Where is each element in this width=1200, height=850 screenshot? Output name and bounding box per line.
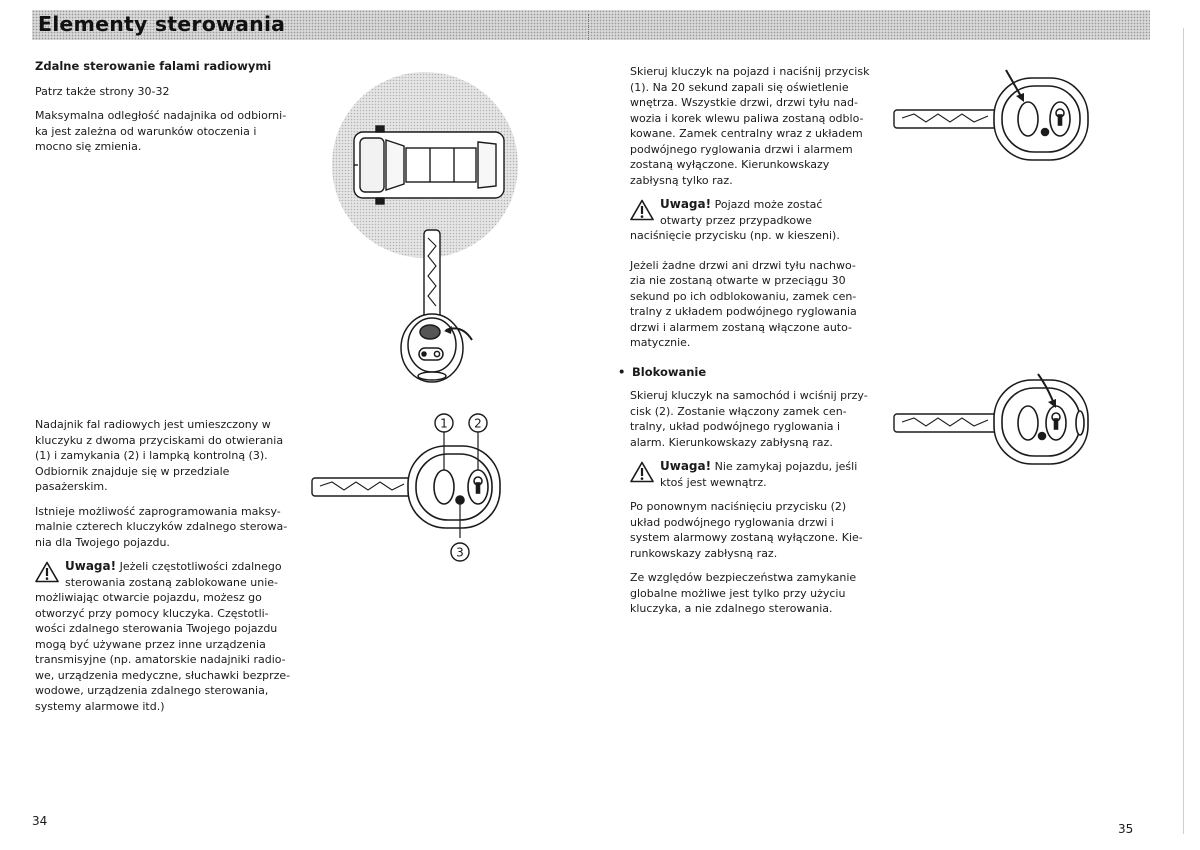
indicator-lamp (456, 496, 464, 504)
callout-2 (469, 414, 487, 432)
remote-key-icon (401, 314, 463, 382)
unlock-button (1018, 102, 1038, 136)
remote-key-icon (994, 78, 1088, 160)
warning-block: Uwaga! Jeżeli częstotliwości zdalnego sterowania zostaną zablokowane unie- możliwiając otwarcie pojazdu, możesz go otworzyć przy pomocy kluczyka. Częstotli- wości zdalnego sterowania Twojego pojazdu mogą być używane przez inne urządzenia transmisyjne (np. amatorskie nadajniki radio- we, urządzenia medyczne, słuchawki bezprze- wodowe, urządzenia zdalnego sterowania, systemy alarmowe itd.) (35, 559, 291, 713)
warning-text: Nie zamykaj pojazdu, jeśli (714, 460, 858, 473)
unlock-button (420, 325, 440, 339)
warning-block: Uwaga! Nie zamykaj pojazdu, jeśli ktoś jest wewnątrz. (630, 459, 875, 490)
page-number-right: 35 (1118, 822, 1134, 836)
chapter-title: Elementy sterowania (38, 12, 286, 36)
key-blade (420, 230, 444, 326)
unlock-button (1018, 406, 1038, 440)
page-gutter-mark (588, 14, 590, 40)
car-top-view-icon (354, 126, 504, 204)
callout-3 (451, 543, 469, 561)
page-edge-rule (1183, 28, 1185, 834)
see-also-text: Patrz także strony 30-32 (35, 84, 170, 98)
key-blade (312, 478, 414, 496)
warning-triangle-icon (630, 461, 654, 483)
security-paragraph: Ze względów bezpieczeństwa zamykanie globalne możliwe jest tylko przy użyciu kluczyka, a nie zdalnego sterowania. (630, 571, 857, 615)
transmitter-paragraph: Nadajnik fal radiowych jest umieszczony w kluczyku z dwoma przyciskami do otwierania (1) i zamykania (2) i lampką kontrolną (3). Odbiornik znajduje się w przedziale pasażerskim. (35, 418, 284, 493)
warning-label: Uwaga! (660, 459, 712, 473)
svg-text:1: 1 (440, 416, 448, 431)
unlock-button (434, 470, 454, 504)
key-callout-illustration (310, 410, 525, 570)
range-paragraph: Maksymalna odległość nadajnika od odbiorni- ka jest zależna od warunków otoczenia i mocno się zmienia. (35, 109, 287, 153)
relock-paragraph: Jeżeli żadne drzwi ani drzwi tyłu nachwo- zia nie zostaną otwarte w przeciągu 30 sekund po ich odblokowaniu, zamek cen- tralny z układem podwójnego ryglowania drzwi i alarmem zostaną włączone auto- matycznie. (630, 258, 857, 349)
key-blade (894, 110, 1000, 128)
keys-paragraph: Istnieje możliwość zaprogramowania maksy- malnie czterech kluczyków zdalnego sterowa- nia dla Twojego pojazdu. (35, 504, 288, 549)
callout-1 (435, 414, 453, 432)
remote-key-icon (408, 446, 500, 528)
right-column (618, 64, 875, 626)
warning-triangle-icon (35, 561, 59, 583)
remote-key-icon (994, 380, 1088, 464)
blokowanie-heading: • Blokowanie (618, 364, 707, 379)
unlock-key-illustration (890, 68, 1115, 168)
unlock-paragraph: Skieruj kluczyk na pojazd i naciśnij przycisk (1). Na 20 sekund zapali się oświetlenie wnętrza. Wszystkie drzwi, drzwi tyłu nad- wozia i korek wlewu paliwa zostaną odblo- kowane. Zamek centralny wraz z układem podwójnego ryglowania drzwi i alarmem zostaną wyłączone. Kierunkowskazy zabłysną tylko raz. (630, 65, 870, 187)
warning-text: Jeżeli częstotliwości zdalnego (119, 560, 282, 573)
page-number-left: 34 (32, 814, 48, 828)
svg-text:2: 2 (474, 416, 482, 431)
warning-text: Pojazd może zostać (714, 198, 823, 211)
lock-key-illustration (890, 370, 1115, 470)
transmitter-section (35, 417, 300, 723)
second-press-paragraph: Po ponownym naciśnięciu przycisku (2) układ podwójnego ryglowania drzwi i system alarmowy zostaną wyłączone. Kie- runkowskazy zabłysną raz. (630, 500, 863, 560)
warning-label: Uwaga! (65, 559, 117, 573)
lock-paragraph: Skieruj kluczyk na samochód i wciśnij przy- cisk (2). Zostanie włączony zamek cen- tralny, układ podwójnego ryglowania i alarm. Kierunkowskazy zabłysną raz. (630, 389, 868, 449)
section-heading: Zdalne sterowanie falami radiowymi (35, 59, 272, 73)
warning-block: Uwaga! Pojazd może zostać otwarty przez przypadkowe naciśnięcie przycisku (np. w kieszeni). (630, 197, 840, 242)
svg-text:3: 3 (456, 545, 464, 560)
key-blade (894, 414, 1000, 432)
remote-control-section (35, 59, 300, 164)
warning-triangle-icon (630, 199, 654, 221)
warning-label: Uwaga! (660, 197, 712, 211)
car-remote-illustration (320, 70, 520, 390)
